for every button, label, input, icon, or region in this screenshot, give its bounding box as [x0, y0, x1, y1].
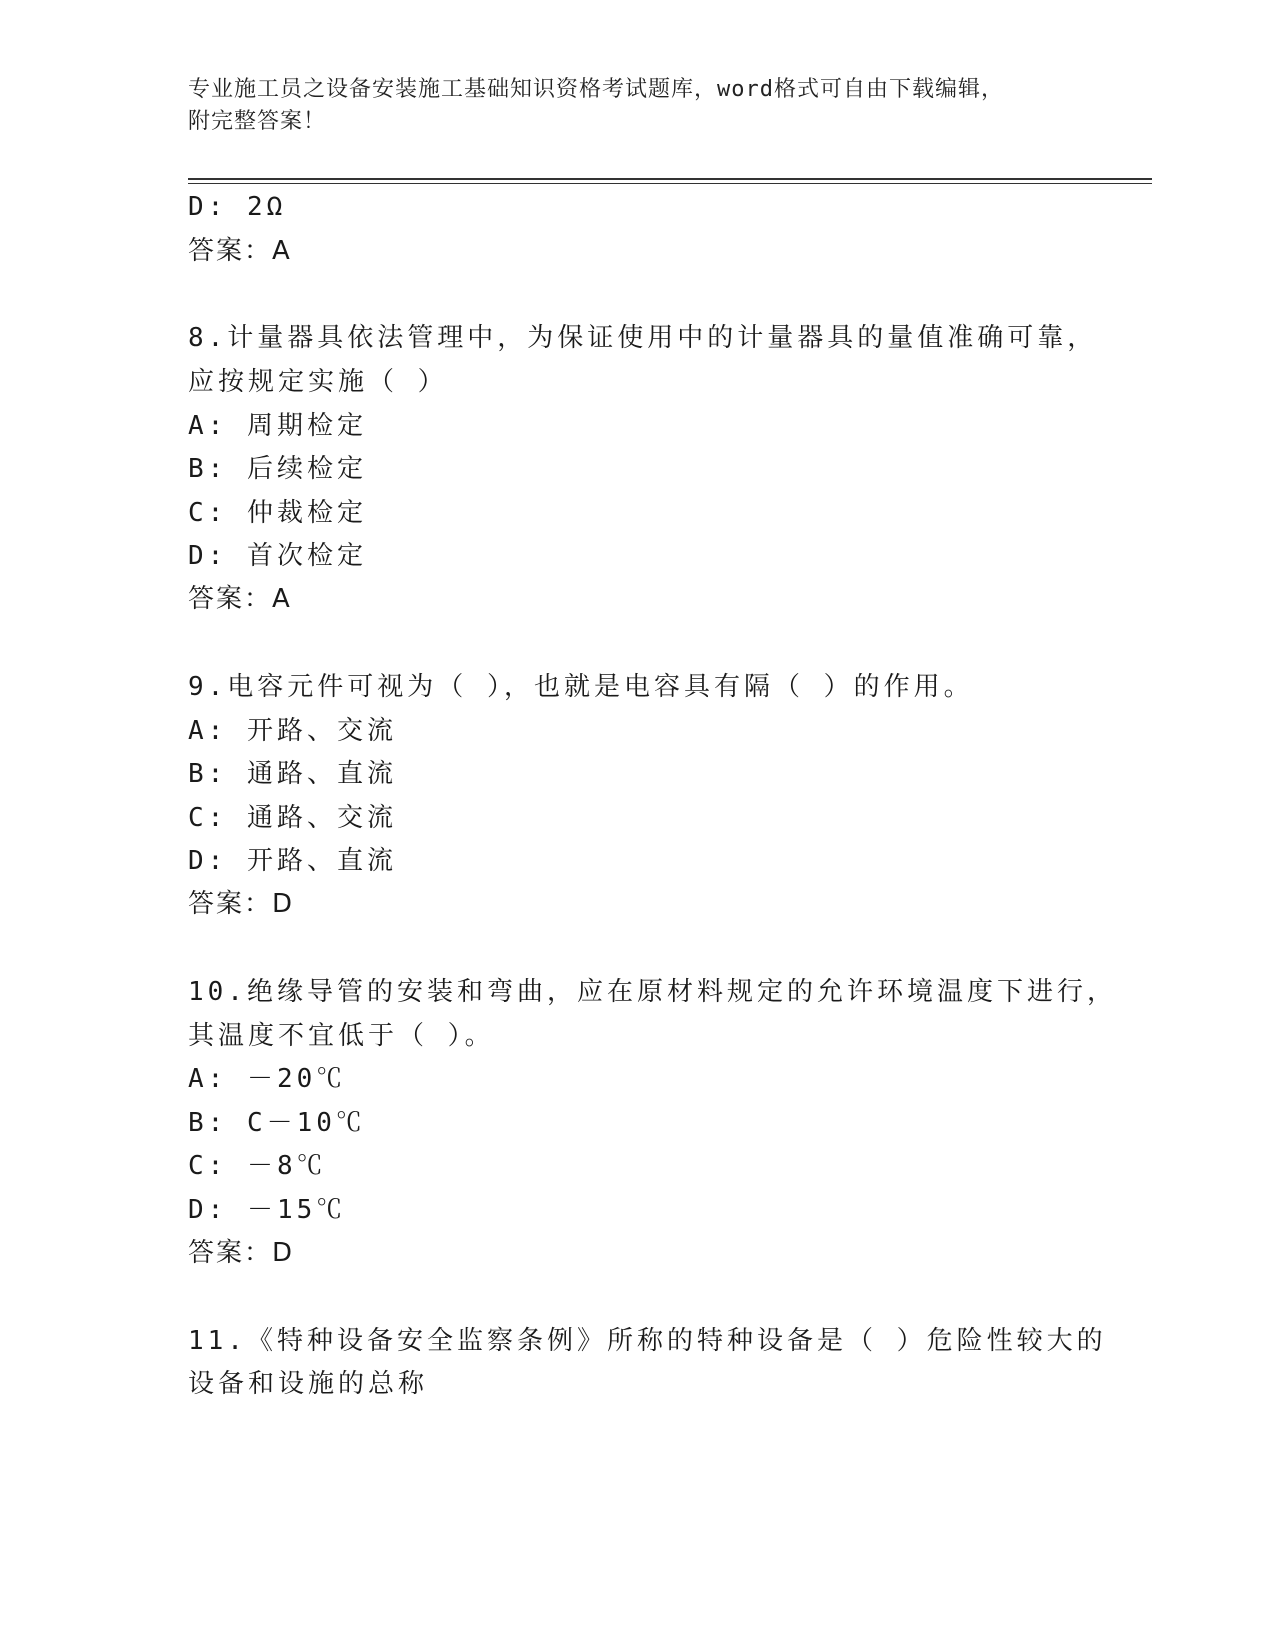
q7-option-d: D: 2Ω — [188, 192, 287, 222]
q10-option-a: A: －20℃ — [188, 1064, 347, 1094]
header-line-2: 附完整答案！ — [188, 109, 327, 134]
q8-option-d: D: 首次检定 — [188, 541, 367, 571]
q8-stem-line-2: 应按规定实施（ ） — [188, 367, 448, 397]
q8-stem-line-1: 8.计量器具依法管理中，为保证使用中的计量器具的量值准确可靠， — [188, 323, 1098, 353]
q8-answer: 答案：A — [188, 584, 292, 614]
q9-stem-line-1: 9.电容元件可视为（ ），也就是电容具有隔（ ）的作用。 — [188, 672, 974, 702]
q11-stem-line-1: 11.《特种设备安全监察条例》所称的特种设备是（ ）危险性较大的 — [188, 1326, 1107, 1356]
q9-option-b: B: 通路、直流 — [188, 759, 397, 789]
q8-option-a: A: 周期检定 — [188, 411, 367, 441]
q9-option-a: A: 开路、交流 — [188, 716, 397, 746]
q9-option-c: C: 通路、交流 — [188, 803, 397, 833]
q10-option-d: D: －15℃ — [188, 1195, 347, 1225]
header-text — [188, 74, 1088, 138]
q11-stem-line-2: 设备和设施的总称 — [188, 1369, 429, 1399]
q7-answer: 答案：A — [188, 236, 292, 266]
q9-option-d: D: 开路、直流 — [188, 846, 397, 876]
q10-stem-line-1: 10.绝缘导管的安装和弯曲，应在原材料规定的允许环境温度下进行， — [188, 977, 1117, 1007]
q10-option-c: C: －8℃ — [188, 1151, 327, 1181]
q10-stem-line-2: 其温度不宜低于（ ）。 — [188, 1021, 495, 1051]
q9-answer: 答案：D — [188, 889, 295, 919]
header-line-1: 专业施工员之设备安装施工基础知识资格考试题库，word格式可自由下载编辑， — [188, 77, 1004, 102]
header-divider-thick — [188, 178, 1152, 180]
q10-option-b: B: C－10℃ — [188, 1108, 366, 1138]
q8-option-c: C: 仲裁检定 — [188, 498, 367, 528]
q10-answer: 答案：D — [188, 1238, 295, 1268]
q8-option-b: B: 后续检定 — [188, 454, 367, 484]
header-divider-thin — [188, 183, 1152, 184]
